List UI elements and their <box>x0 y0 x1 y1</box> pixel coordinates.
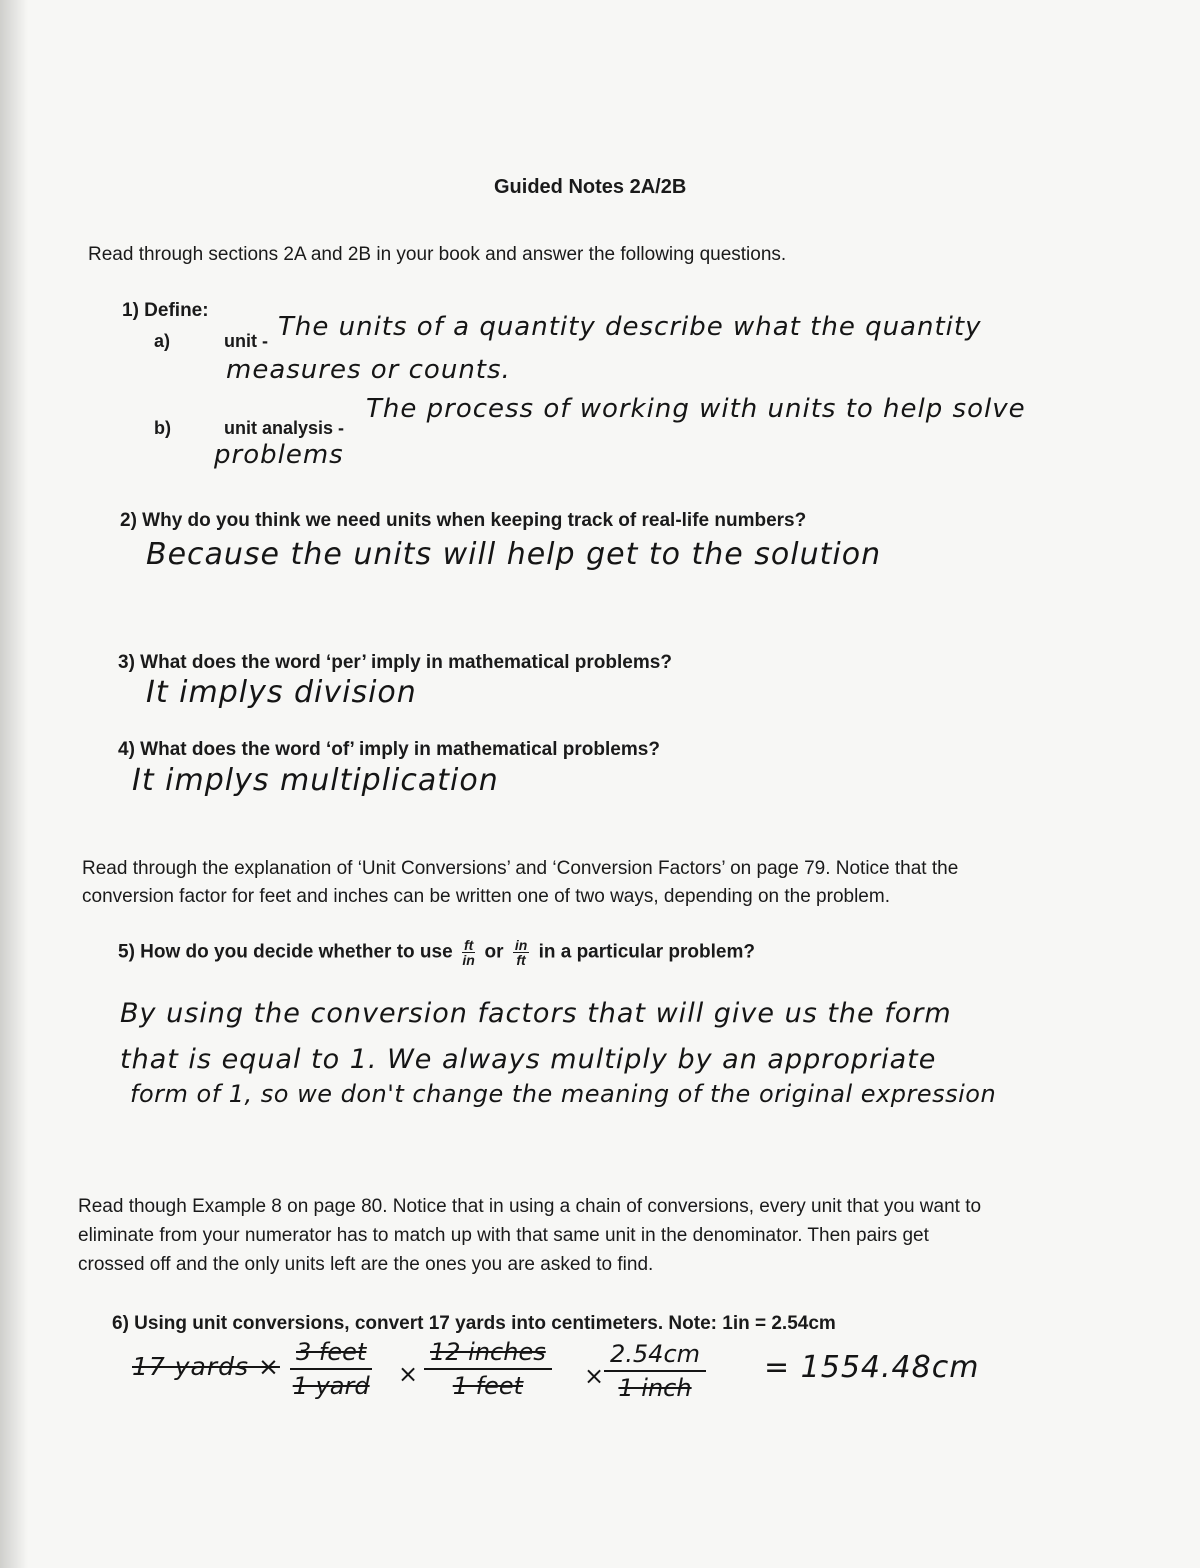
fraction-ft-per-in-numerator: ft <box>463 937 474 953</box>
work-start-text: 17 yards × <box>132 1352 280 1381</box>
conversion-factor-feet-yard <box>290 1338 372 1400</box>
intro-example-line3: crossed off and the only units left are the ones you are asked to find. <box>78 1254 654 1275</box>
question-5-label <box>118 938 755 967</box>
answer-5-line2: that is equal to 1. We always multiply by an appropriate <box>120 1044 937 1075</box>
question-5-label-or: or <box>484 941 504 963</box>
answer-5-line1: By using the conversion factors that will give us the form <box>120 998 952 1029</box>
answer-1b-line2: problems <box>214 440 344 470</box>
question-4-label: 4) What does the word ‘of’ imply in mathematical problems? <box>118 739 660 760</box>
conversion-factor-inches-feet-denominator: 1 feet <box>452 1372 524 1400</box>
work-start <box>132 1352 280 1381</box>
answer-1a-line2: measures or counts. <box>226 355 511 385</box>
conversion-factor-inches-feet <box>424 1338 552 1400</box>
fraction-in-per-ft <box>513 938 529 967</box>
question-3-label: 3) What does the word ‘per’ imply in mathematical problems? <box>118 652 672 673</box>
conversion-factor-feet-yard-numerator: 3 feet <box>290 1338 372 1370</box>
question-1b-letter: b) <box>154 418 171 438</box>
question-2-label: 2) Why do you think we need units when keeping track of real-life numbers? <box>120 510 807 531</box>
intro-sections: Read through sections 2A and 2B in your book and answer the following questions. <box>88 244 787 265</box>
intro-example-line1: Read though Example 8 on page 80. Notice that in using a chain of conversions, every unit that you want to <box>78 1196 982 1217</box>
question-1-label: 1) Define: <box>122 300 209 321</box>
intro-example-line2: eliminate from your numerator has to match up with that same unit in the denominator. Then pairs get <box>78 1225 929 1246</box>
scan-edge-shadow <box>0 0 28 1568</box>
question-1b-term: unit analysis - <box>224 418 345 438</box>
fraction-in-per-ft-numerator: in <box>514 937 528 953</box>
page-title: Guided Notes 2A/2B <box>494 176 687 198</box>
intro-conversions-line1: Read through the explanation of ‘Unit Conversions’ and ‘Conversion Factors’ on page 79. Notice that the <box>82 858 959 879</box>
fraction-ft-per-in <box>462 938 475 967</box>
answer-4: It implys multiplication <box>132 763 499 798</box>
conversion-factor-cm-inch-numerator: 2.54cm <box>604 1340 706 1372</box>
question-5-label-start: 5) How do you decide whether to use <box>118 941 453 963</box>
fraction-ft-per-in-denominator: in <box>462 952 475 968</box>
question-6-label: 6) Using unit conversions, convert 17 yards into centimeters. Note: 1in = 2.54cm <box>112 1313 836 1334</box>
question-5-label-end: in a particular problem? <box>538 941 755 963</box>
fraction-in-per-ft-denominator: ft <box>516 952 526 968</box>
times-sign-1: × <box>398 1360 420 1388</box>
answer-1a-line1: The units of a quantity describe what the quantity <box>278 312 982 342</box>
conversion-factor-cm-inch <box>604 1340 706 1402</box>
times-sign-2: × <box>584 1362 606 1390</box>
conversion-result: = 1554.48cm <box>764 1350 980 1385</box>
conversion-factor-cm-inch-denominator: 1 inch <box>618 1374 692 1402</box>
answer-5-line3: form of 1, so we don't change the meaning of the original expression <box>130 1080 997 1108</box>
answer-2: Because the units will help get to the solution <box>146 537 882 572</box>
conversion-factor-feet-yard-denominator: 1 yard <box>292 1372 370 1400</box>
question-1a-letter: a) <box>154 331 171 351</box>
question-1a-term: unit - <box>224 331 268 351</box>
answer-1b-line1: The process of working with units to help solve <box>366 394 1026 424</box>
conversion-factor-inches-feet-numerator: 12 inches <box>424 1338 552 1370</box>
intro-conversions-line2: conversion factor for feet and inches can be written one of two ways, depending on the problem. <box>82 886 890 907</box>
answer-3: It implys division <box>146 675 417 710</box>
